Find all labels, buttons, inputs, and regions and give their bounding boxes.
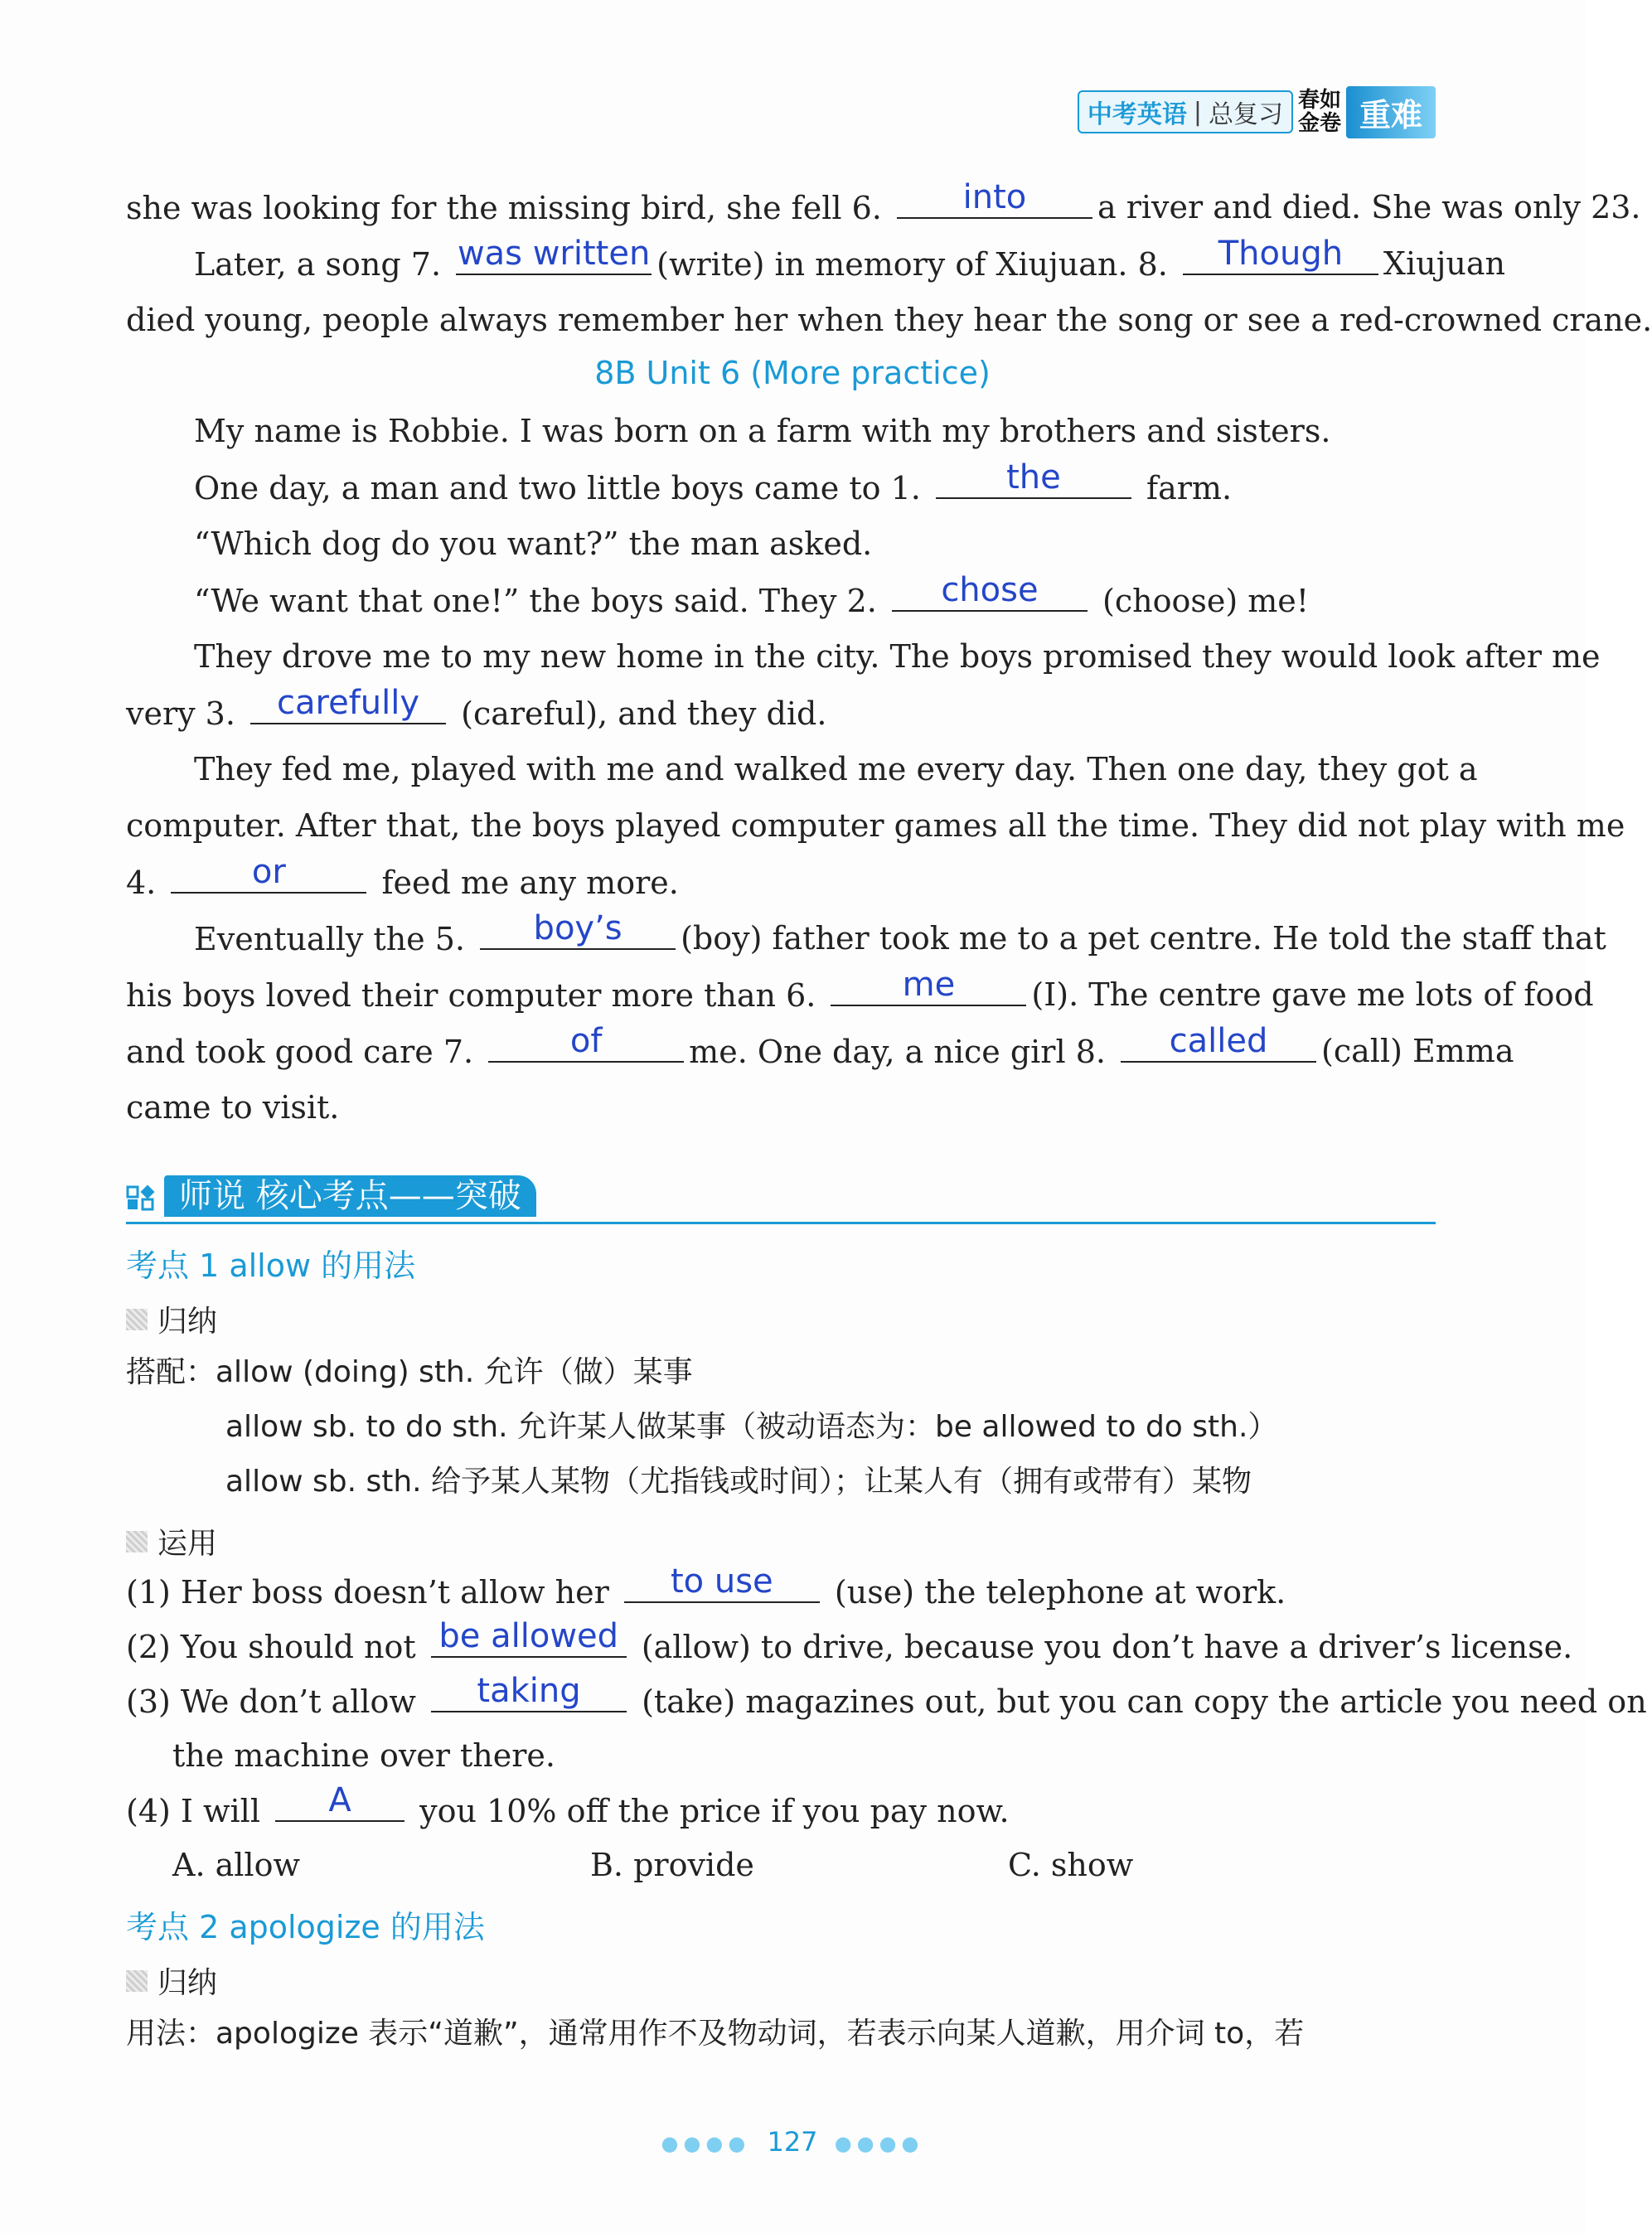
section-title: 师说 核心考点——突破 bbox=[164, 1175, 536, 1217]
answer-text: chose bbox=[941, 571, 1039, 609]
p2-line bbox=[126, 684, 1436, 734]
unit-title: 8B Unit 6 (More practice) bbox=[594, 355, 991, 391]
text: (careful), and they did. bbox=[461, 695, 827, 732]
text: farm. bbox=[1146, 470, 1233, 506]
practice-heading bbox=[126, 1520, 217, 1562]
p2-line: “Which dog do you want?” the man asked. bbox=[194, 526, 873, 562]
text: (write) in memory of Xiujuan. 8. bbox=[656, 246, 1168, 283]
brand-logo: 重难 bbox=[1346, 86, 1436, 138]
text: (I). The centre gave me lots of food bbox=[1031, 976, 1594, 1013]
answer-blank bbox=[431, 1672, 627, 1712]
text: (use) the telephone at work. bbox=[834, 1574, 1286, 1611]
p2-line: came to visit. bbox=[126, 1089, 340, 1126]
kaodian-2-title: 考点 2 apologize 的用法 bbox=[126, 1909, 485, 1945]
answer-blank bbox=[936, 458, 1131, 499]
question-3-cont: the machine over there. bbox=[172, 1737, 555, 1774]
question-4 bbox=[126, 1781, 1436, 1831]
text: me. One day, a nice girl 8. bbox=[689, 1034, 1106, 1070]
p2-line bbox=[126, 909, 1606, 959]
collocation-line: allow sb. to do sth. 允许某人做某事（被动语态为：be allowed to do sth.） bbox=[225, 1410, 1278, 1444]
text: you 10% off the price if you pay now. bbox=[419, 1793, 1010, 1829]
p2-line: computer. After that, the boys played computer games all the time. They did not play with me bbox=[126, 807, 1625, 844]
text: “We want that one!” the boys said. They 2. bbox=[194, 583, 877, 619]
p1-line3: died young, people always remember her when they hear the song or see a red-crowned crane. bbox=[126, 302, 1652, 338]
text: very 3. bbox=[126, 695, 235, 732]
text: 归纳 bbox=[157, 1966, 218, 2000]
answer-text: me bbox=[902, 966, 956, 1004]
answer-blank bbox=[1121, 1022, 1316, 1063]
text: 运用 bbox=[157, 1527, 218, 1561]
option-c: C. show bbox=[1008, 1847, 1134, 1883]
question-1 bbox=[126, 1562, 1436, 1612]
answer-text: taking bbox=[477, 1672, 581, 1710]
answer-blank bbox=[431, 1617, 627, 1658]
text: feed me any more. bbox=[381, 865, 679, 901]
answer-blank bbox=[892, 571, 1088, 612]
bullet-square-icon bbox=[126, 1531, 148, 1552]
brand-line2: 金卷 bbox=[1297, 111, 1341, 136]
text: she was looking for the missing bird, she fell 6. bbox=[126, 190, 882, 226]
answer-text: Though bbox=[1218, 235, 1344, 273]
text: (4) I will bbox=[126, 1793, 260, 1829]
text: his boys loved their computer more than 6. bbox=[126, 977, 816, 1014]
answer-text: carefully bbox=[277, 684, 420, 722]
text: a river and died. She was only 23. bbox=[1097, 189, 1641, 225]
answer-text: A bbox=[328, 1781, 351, 1819]
answer-blank bbox=[1183, 235, 1378, 275]
option-a: A. allow bbox=[172, 1847, 300, 1883]
answer-text: or bbox=[251, 853, 286, 891]
p2-line bbox=[126, 571, 1504, 621]
dots-right-icon: ●●●● bbox=[834, 2132, 924, 2155]
answer-text: of bbox=[569, 1022, 603, 1060]
question-2 bbox=[126, 1617, 1573, 1667]
text: (allow) to drive, because you don’t have a driver’s license. bbox=[641, 1629, 1573, 1665]
kaodian-1-title: 考点 1 allow 的用法 bbox=[126, 1247, 416, 1284]
p2-line bbox=[126, 966, 1594, 1015]
collocation-line: allow sb. sth. 给予某人某物（尤指钱或时间）；让某人有（拥有或带有）某物 bbox=[225, 1465, 1252, 1499]
text: 4. bbox=[126, 865, 157, 901]
answer-blank bbox=[250, 684, 446, 724]
answer-text: called bbox=[1169, 1022, 1268, 1060]
p2-line bbox=[126, 853, 1436, 903]
answer-blank bbox=[275, 1781, 405, 1822]
p2-line: They drove me to my new home in the city. The boys promised they would look after me bbox=[194, 638, 1601, 675]
section-icon bbox=[126, 1185, 156, 1210]
answer-blank bbox=[831, 966, 1026, 1006]
text: One day, a man and two little boys came to 1. bbox=[194, 470, 921, 506]
p2-line: My name is Robbie. I was born on a farm with my brothers and sisters. bbox=[194, 413, 1331, 449]
answer-blank bbox=[480, 909, 676, 950]
p1-line1 bbox=[126, 178, 1641, 228]
text: (choose) me! bbox=[1102, 583, 1310, 619]
summary-heading bbox=[126, 1298, 217, 1340]
usage-line: 用法：apologize 表示“道歉”，通常用作不及物动词，若表示向某人道歉，用介词 to，若 bbox=[126, 2017, 1305, 2051]
text: Xiujuan bbox=[1383, 245, 1505, 282]
answer-blank bbox=[488, 1022, 684, 1063]
answer-text: the bbox=[1006, 458, 1061, 496]
answer-text: into bbox=[962, 178, 1027, 216]
bullet-square-icon bbox=[126, 1309, 148, 1330]
page-number: 127 bbox=[767, 2126, 818, 2158]
page-footer bbox=[0, 2126, 1585, 2158]
text: (3) We don’t allow bbox=[126, 1683, 416, 1720]
text: and took good care 7. bbox=[126, 1034, 474, 1070]
answer-blank bbox=[897, 178, 1092, 219]
answer-blank bbox=[624, 1562, 820, 1603]
answer-text: was written bbox=[457, 235, 651, 273]
text: (call) Emma bbox=[1321, 1033, 1514, 1069]
answer-text: boy’s bbox=[533, 909, 623, 947]
brand-review: 总复习 bbox=[1208, 100, 1283, 129]
dots-left-icon: ●●●● bbox=[661, 2132, 751, 2155]
brand-separator: | bbox=[1193, 97, 1202, 127]
text: (2) You should not bbox=[126, 1629, 416, 1665]
text: Eventually the 5. bbox=[194, 921, 465, 957]
brand-stack bbox=[1298, 89, 1341, 135]
p1-line2 bbox=[126, 235, 1505, 284]
text: Later, a song 7. bbox=[194, 246, 442, 283]
p2-line bbox=[126, 1022, 1514, 1072]
section-header bbox=[126, 1175, 1436, 1224]
brand-title: 中考英语 bbox=[1087, 100, 1187, 129]
summary-heading bbox=[126, 1959, 217, 2002]
option-b: B. provide bbox=[590, 1847, 754, 1883]
answer-text: to use bbox=[670, 1562, 773, 1601]
text: (take) magazines out, but you can copy the article you need on bbox=[642, 1683, 1647, 1720]
answer-blank bbox=[171, 853, 366, 894]
answer-blank bbox=[456, 235, 652, 275]
question-3 bbox=[126, 1672, 1647, 1722]
bullet-square-icon bbox=[126, 1970, 148, 1992]
brand-header bbox=[1078, 83, 1436, 141]
p2-line bbox=[126, 458, 1504, 508]
text: 归纳 bbox=[157, 1305, 218, 1339]
answer-text: be allowed bbox=[438, 1617, 619, 1655]
p2-line: They fed me, played with me and walked me every day. Then one day, they got a bbox=[194, 751, 1478, 787]
brand-line1: 春如 bbox=[1297, 88, 1341, 113]
brand-pill bbox=[1078, 90, 1293, 133]
text: (1) Her boss doesn’t allow her bbox=[126, 1574, 609, 1611]
text: (boy) father took me to a pet centre. He told the staff that bbox=[681, 920, 1606, 957]
collocation-line: 搭配：allow (doing) sth. 允许（做）某事 bbox=[126, 1355, 693, 1389]
